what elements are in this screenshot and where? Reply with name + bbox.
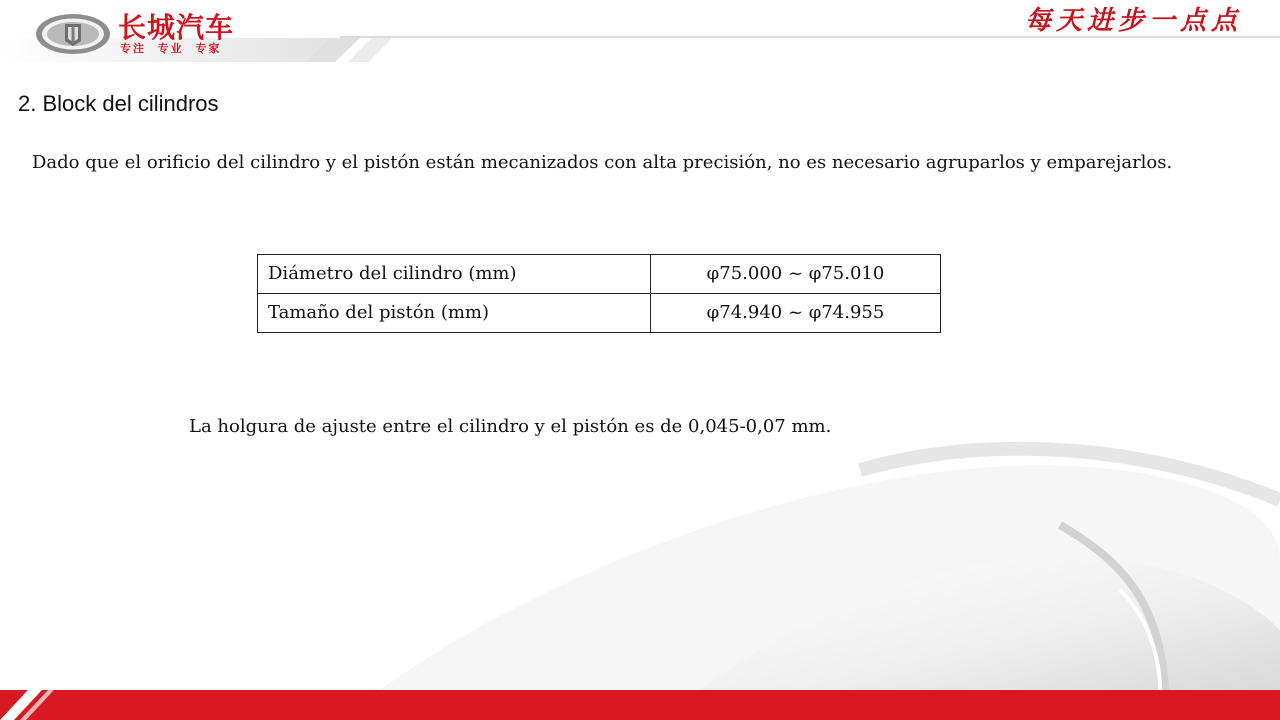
table-row bbox=[258, 255, 941, 294]
table-cell-label: Diámetro del cilindro (mm) bbox=[258, 255, 651, 294]
slide-title: 2. Block del cilindros bbox=[18, 91, 219, 116]
table-cell-value: φ75.000 ~ φ75.010 bbox=[651, 255, 941, 294]
brand-name: 长城汽车 bbox=[118, 11, 235, 44]
brand-logo bbox=[34, 12, 274, 56]
spec-table bbox=[257, 254, 941, 333]
intro-paragraph: Dado que el orificio del cilindro y el pistón están mecanizados con alta precisión, no es necesario agruparlos y emparejarlos. bbox=[32, 152, 1173, 173]
table-row bbox=[258, 294, 941, 333]
clearance-note: La holgura de ajuste entre el cilindro y el pistón es de 0,045-0,07 mm. bbox=[189, 416, 832, 437]
table-cell-label: Tamaño del pistón (mm) bbox=[258, 294, 651, 333]
great-wall-emblem-icon bbox=[34, 12, 112, 56]
header-slogan: 每天进步一点点 bbox=[1024, 6, 1242, 36]
brand-tagline: 专注 专业 专家 bbox=[120, 42, 222, 55]
table-cell-value: φ74.940 ~ φ74.955 bbox=[651, 294, 941, 333]
